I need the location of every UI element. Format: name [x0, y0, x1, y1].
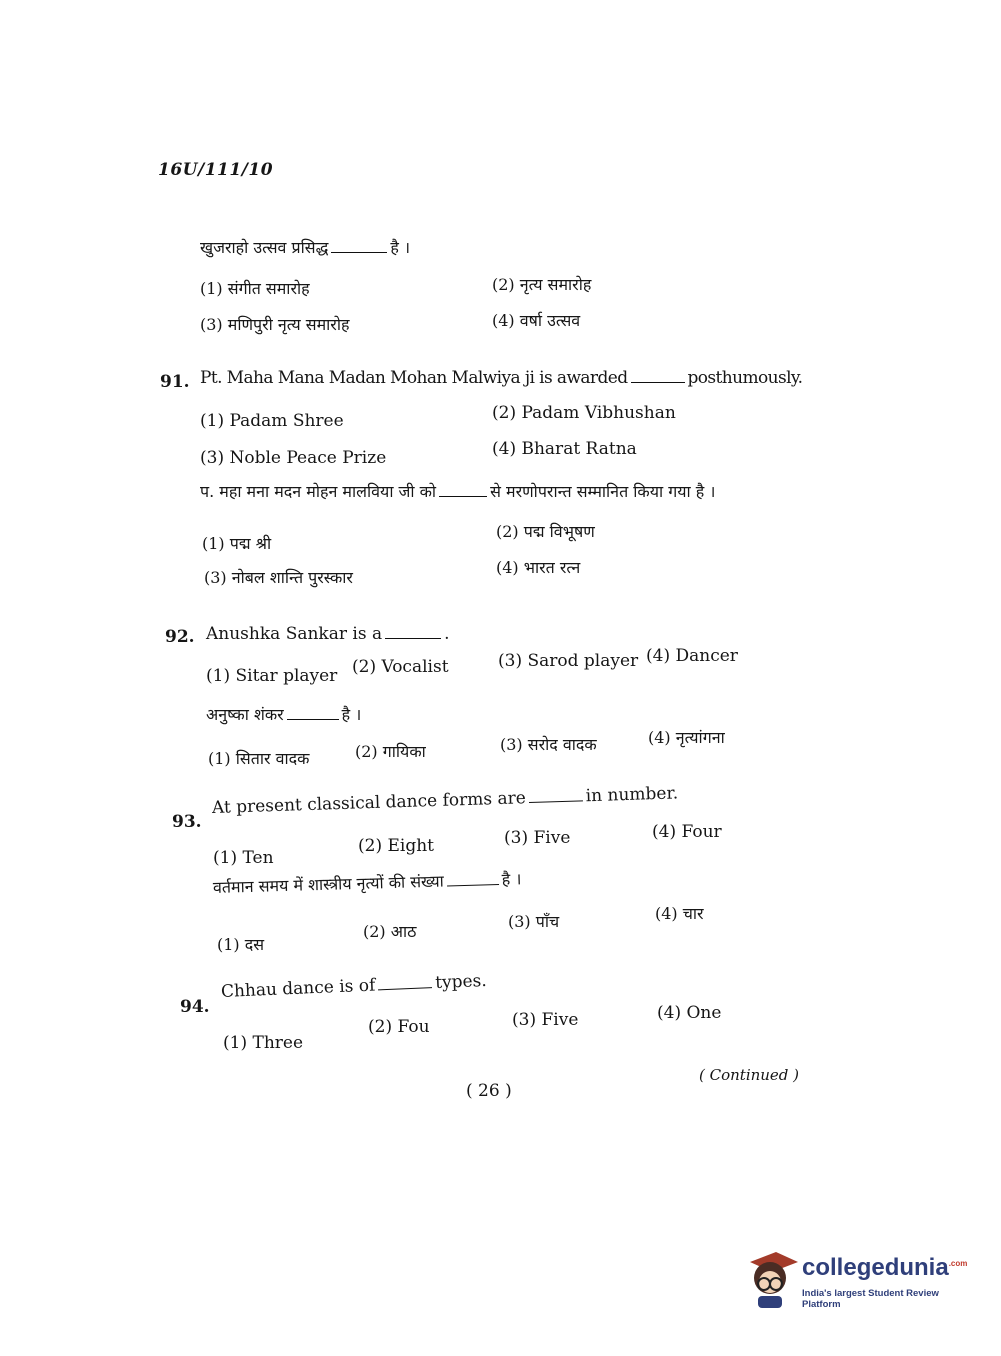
q93-number: 93. [172, 812, 202, 832]
mascot-logo-icon [742, 1248, 798, 1310]
q94-en-end: types. [434, 970, 488, 994]
q91-en-start: Pt. Maha Mana Madan Mohan Malwiya ji is awarded [200, 368, 628, 388]
q91-hi-option-1: (1) पद्म श्री [202, 534, 272, 553]
q93-en-prompt [212, 783, 679, 818]
q92-en-option-3: (3) Sarod player [498, 651, 639, 671]
q93-hi-option-1: (1) दस [217, 935, 265, 954]
q94-number: 94. [180, 997, 210, 1017]
q92-hi-start: अनुष्का शंकर [206, 705, 284, 724]
q93-en-start: At present classical dance forms are [211, 788, 527, 818]
q93-en-end: in number. [585, 783, 679, 807]
continued-note: ( Continued ) [699, 1066, 800, 1084]
answer-blank [378, 986, 432, 990]
q91-hi-start: प. महा मना मदन मोहन मालविया जी को [200, 482, 437, 501]
q90-option-1: (1) संगीत समारोह [200, 279, 310, 298]
q92-en-option-2: (2) Vocalist [352, 657, 449, 677]
collegedunia-watermark [742, 1248, 972, 1310]
q92-hi-option-1: (1) सितार वादक [208, 749, 310, 768]
q92-en-prompt [206, 624, 450, 644]
answer-blank [631, 381, 685, 383]
answer-blank [439, 495, 487, 497]
q92-en-option-1: (1) Sitar player [206, 666, 338, 686]
q92-en-start: Anushka Sankar is a [206, 624, 383, 644]
q94-option-3: (3) Five [512, 1010, 579, 1030]
brand-name: collegedunia$^{.com}$ [802, 1254, 968, 1281]
answer-blank [385, 637, 441, 639]
q90-hi-start: खुजराहो उत्सव प्रसिद्ध [200, 238, 329, 257]
q94-en-prompt [221, 971, 488, 1002]
q92-hi-option-3: (3) सरोद वादक [500, 735, 597, 754]
answer-blank [529, 799, 583, 803]
q92-en-end: . [444, 624, 450, 644]
q90-hi-prompt [200, 236, 410, 258]
q91-hi-end: से मरणोपरान्त सम्मानित किया गया है । [490, 482, 716, 501]
q94-en-start: Chhau dance is of [220, 975, 376, 1002]
q91-en-option-3: (3) Noble Peace Prize [200, 448, 387, 468]
q93-hi-option-2: (2) आठ [363, 922, 417, 941]
q91-number: 91. [160, 372, 190, 392]
q91-en-option-4: (4) Bharat Ratna [492, 439, 637, 459]
q92-hi-option-4: (4) नृत्यांगना [648, 728, 725, 747]
answer-blank [447, 883, 499, 886]
q94-option-1: (1) Three [223, 1033, 304, 1053]
answer-blank [331, 251, 387, 253]
q90-option-2: (2) नृत्य समारोह [492, 275, 592, 294]
q93-hi-prompt [213, 867, 522, 898]
q94-option-2: (2) Fou [368, 1017, 430, 1037]
q91-hi-option-3: (3) नोबल शान्ति पुरस्कार [204, 568, 353, 587]
q90-option-3: (3) मणिपुरी नृत्य समारोह [200, 315, 350, 334]
q93-hi-start: वर्तमान समय में शास्त्रीय नृत्यों की संख्या [212, 871, 445, 897]
q91-en-option-1: (1) Padam Shree [200, 411, 344, 431]
q93-en-option-2: (2) Eight [358, 836, 434, 856]
q92-hi-option-2: (2) गायिका [355, 742, 426, 761]
q91-en-prompt [200, 368, 803, 388]
answer-blank [287, 718, 339, 720]
q91-en-end: posthumously. [687, 368, 803, 388]
q93-en-option-3: (3) Five [504, 828, 571, 848]
q91-hi-option-2: (2) पद्म विभूषण [496, 522, 595, 541]
q93-en-option-4: (4) Four [652, 822, 722, 842]
q92-en-option-4: (4) Dancer [646, 646, 738, 666]
q94-option-4: (4) One [657, 1003, 722, 1023]
q93-hi-option-4: (4) चार [655, 904, 704, 923]
paper-code: 16U/111/10 [158, 160, 274, 180]
q92-number: 92. [165, 627, 195, 647]
q93-en-option-1: (1) Ten [213, 848, 274, 868]
q90-option-4: (4) वर्षा उत्सव [492, 311, 581, 330]
q90-hi-end: है । [390, 238, 411, 257]
q92-hi-prompt [206, 703, 361, 725]
q91-hi-prompt [200, 480, 715, 502]
brand-tagline: India's largest Student Review Platform [802, 1288, 939, 1310]
q91-en-option-2: (2) Padam Vibhushan [492, 403, 676, 423]
page-number: ( 26 ) [466, 1081, 512, 1101]
q93-hi-option-3: (3) पाँच [508, 912, 560, 931]
q93-hi-end: है । [501, 869, 522, 889]
q91-hi-option-4: (4) भारत रत्न [496, 558, 581, 577]
q92-hi-end: है । [341, 705, 362, 724]
